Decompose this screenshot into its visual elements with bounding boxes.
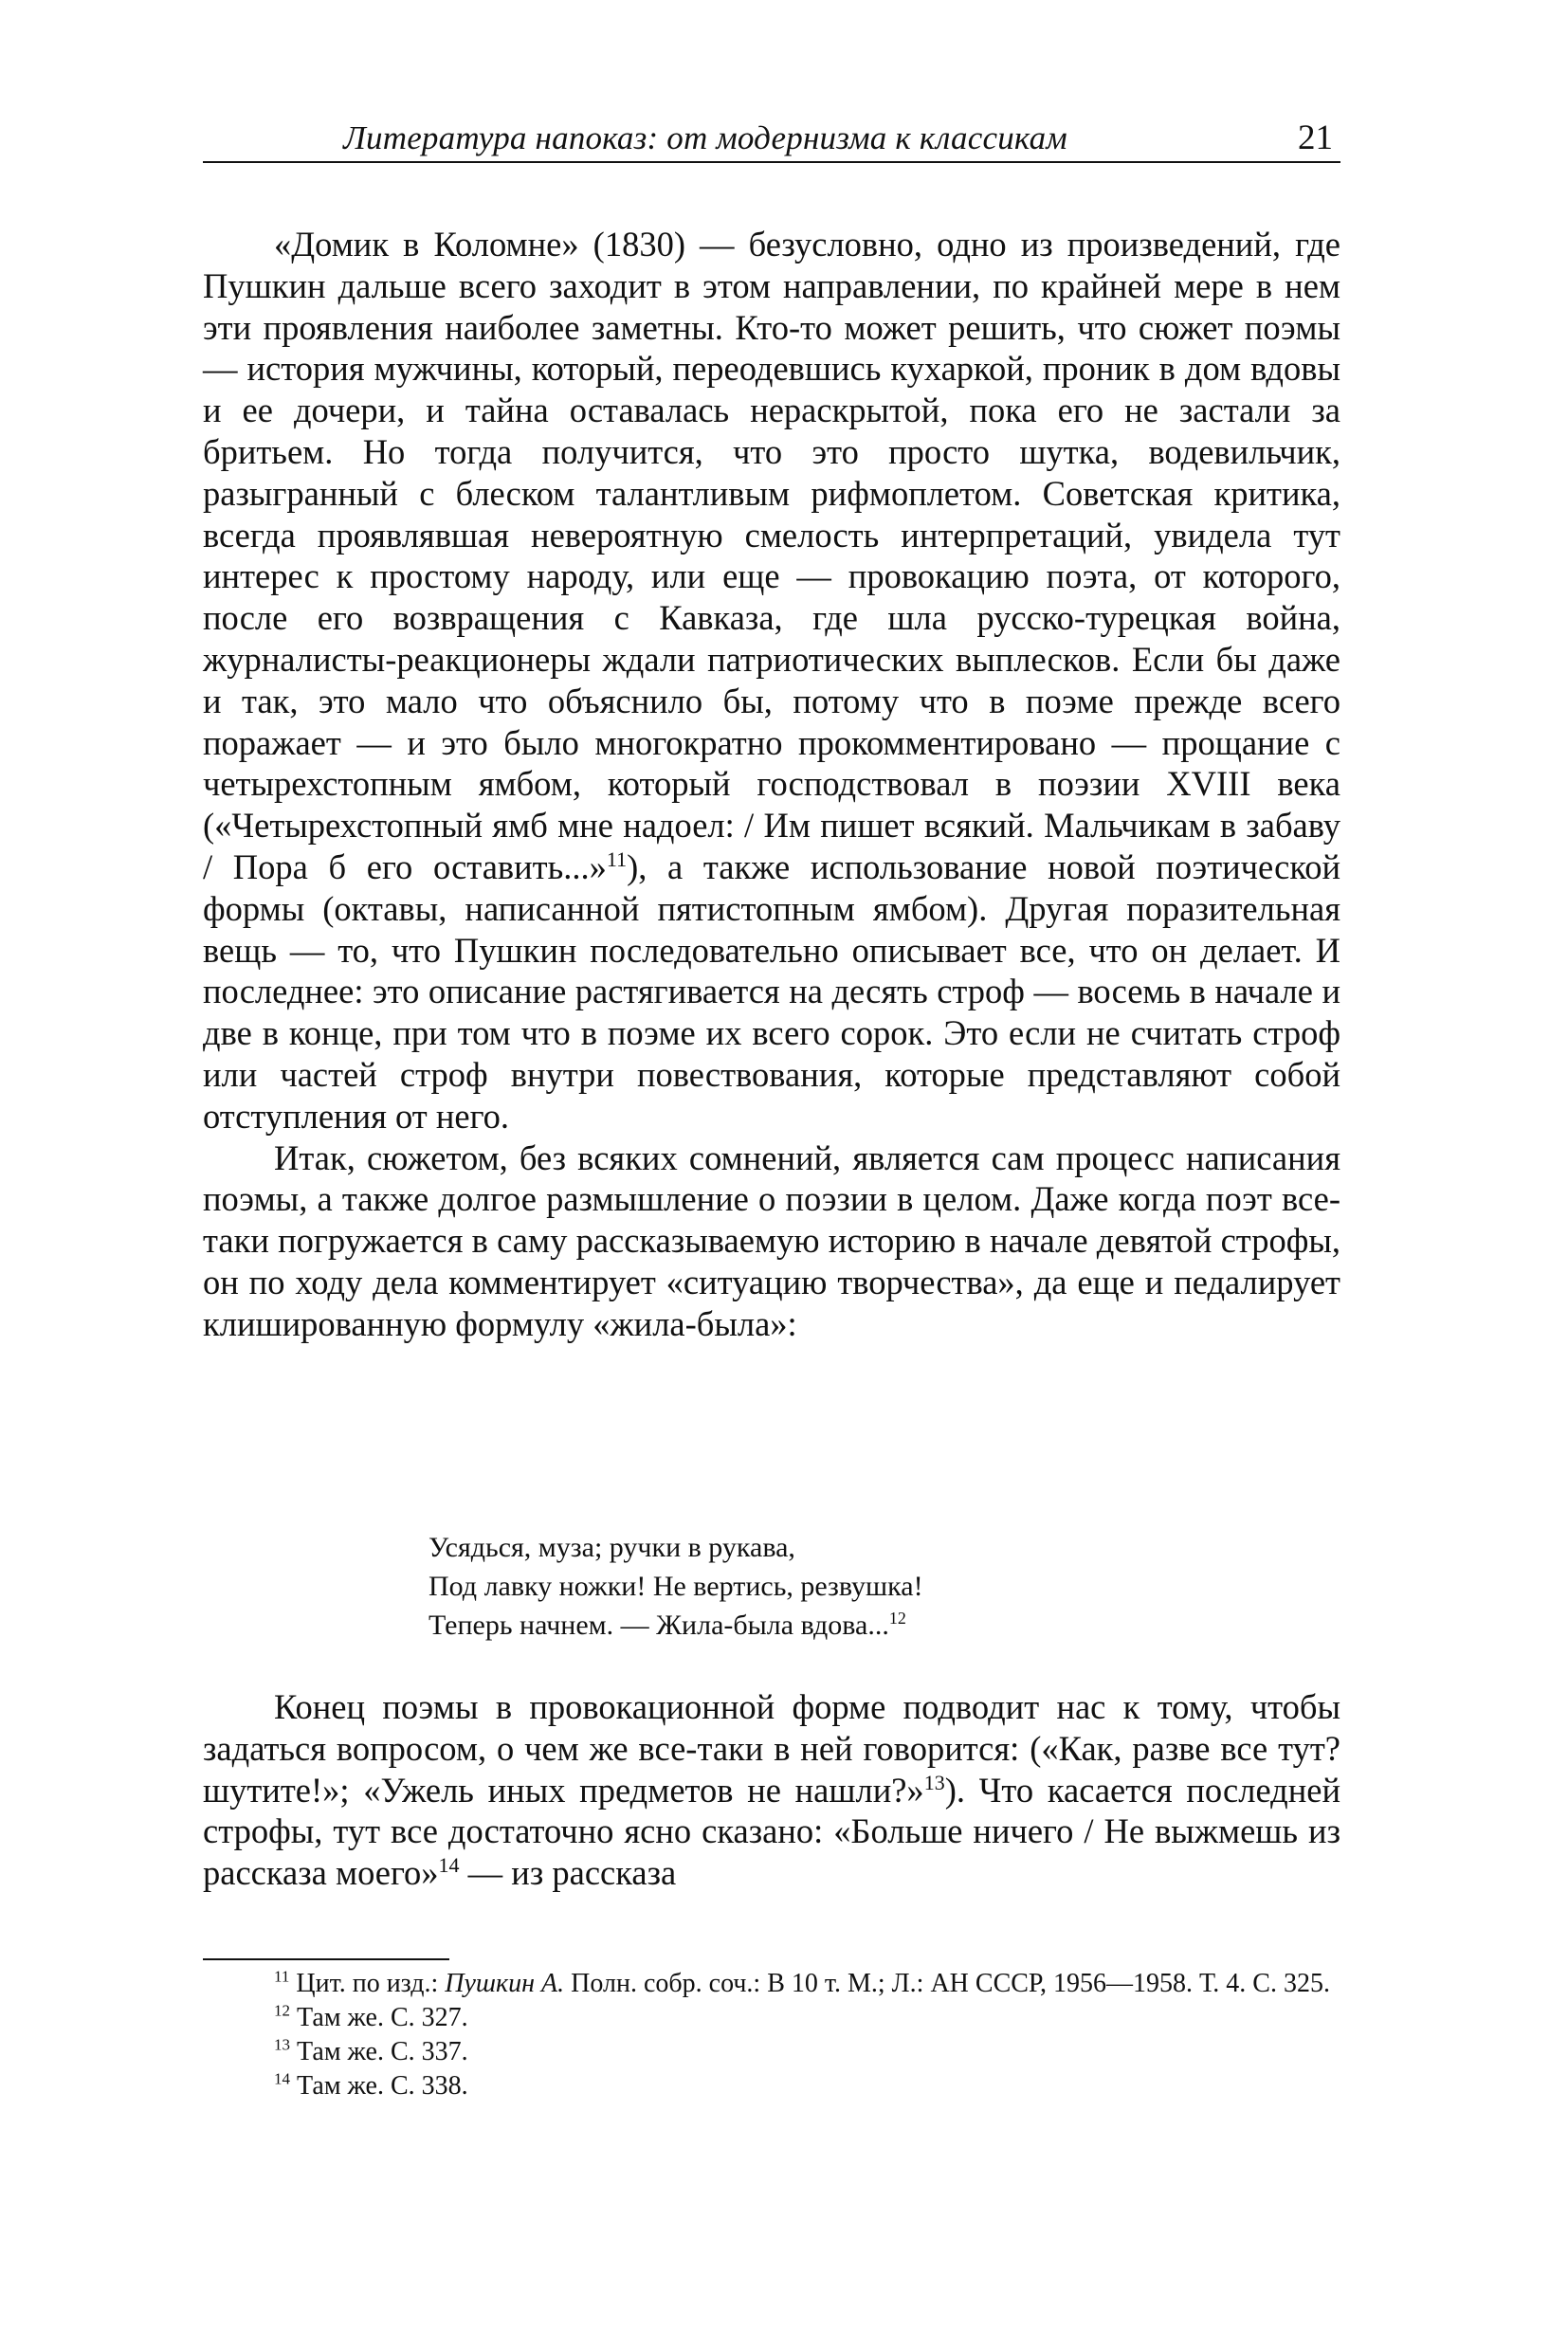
- paragraph-1-text: «Домик в Коломне» (1830) — безусловно, одно из произведений, где Пушкин дальше всего заходит в этом направлении, по крайней мере в нем эти проявления наиболее заметны. Кто-то может решить, что сюжет поэмы — история мужчины, который, переодевшись кухаркой, проник в дом вдовы и ее дочери, и тайна оставалась нераскрытой, пока его не застали за бритьем. Но тогда получится, что это просто шутка, водевильчик, разыгранный с блеском талантливым рифмоплетом. Советская критика, всегда проявлявшая невероятную смелость интерпретаций, увидела тут интерес к простому народу, или еще — провокацию поэта, от которого, после его возвращения с Кавказа, где шла русско-турецкая война, журналисты-реакционеры ждали патриотических выплесков. Если бы даже и так, это мало что объяснило бы, потому что в поэме прежде всего поражает — и это было многократно прокомментировано — прощание с четырехстопным ямбом, который господствовал в поэзии XVIII века («Четырехстопный ямб мне надоел: / Им пишет всякий. Мальчикам в забаву / Пора б его оставить...»: [203, 225, 1340, 886]
- footnote-11-post: Полн. собр. соч.: В 10 т. М.; Л.: АН СССР, 1956—1958. Т. 4. С. 325.: [564, 1969, 1330, 1998]
- footnote-11-author: Пушкин А.: [445, 1969, 565, 1998]
- paragraph-3-text: Конец поэмы в провокационной форме подводит нас к тому, чтобы задаться вопросом, о чем же все-таки в ней говорится: («Как, разве все тут? шутите!»; «Ужель иных предметов не нашли?»: [203, 1687, 1340, 1810]
- paragraph-3-text-mid: ). Что касается последней строфы, тут все достаточно ясно сказано: «Больше ничего / Не выжмешь из рассказа моего»: [203, 1770, 1341, 1893]
- footnotes: [203, 1967, 1340, 2103]
- footnote-11-number: 11: [274, 1967, 290, 1986]
- page-number: 21: [1298, 118, 1333, 157]
- footnote-14-number: 14: [274, 2069, 290, 2088]
- verse-line-3-text: Теперь начнем. — Жила-была вдова...: [428, 1610, 889, 1641]
- verse-line-1: Усядься, муза; ручки в рукава,: [428, 1532, 795, 1563]
- footnote-14-text: Там же. С. 338.: [297, 2071, 468, 2101]
- footnote-13: [203, 2035, 1340, 2069]
- paragraph-1: [203, 224, 1340, 1137]
- main-text: [203, 224, 1340, 1345]
- footnote-14: [203, 2069, 1340, 2103]
- paragraph-3: [203, 1686, 1340, 1894]
- footnote-12: [203, 2001, 1340, 2035]
- footnote-12-text: Там же. С. 327.: [297, 2003, 468, 2032]
- footnote-13-number: 13: [274, 2035, 290, 2054]
- footnote-rule: [203, 1958, 449, 1960]
- verse-line-3: [428, 1606, 1092, 1645]
- paragraph-3-text-after: — из рассказа: [459, 1853, 677, 1893]
- paragraph-1-text-after: ), а также использование новой поэтической формы (октавы, написанной пятистопным ямбом). Другая поразительная вещь — то, что Пушкин последовательно описывает все, что он делает. И последнее: это описание растягивается на десять строф — восемь в начале и две в конце, при том что в поэме их всего сорок. Это если не считать строф или частей строф внутри повествования, которые представляют собой отступления от него.: [203, 846, 1341, 1136]
- footnote-ref-14: 14: [438, 1853, 460, 1878]
- footnote-12-number: 12: [274, 2001, 290, 2020]
- header-rule: [203, 161, 1340, 163]
- verse-line-2: Под лавку ножки! Не вертись, резвушка!: [428, 1571, 923, 1602]
- footnote-ref-12: 12: [888, 1609, 906, 1628]
- footnote-ref-13: 13: [923, 1770, 945, 1794]
- verse-quote: [428, 1528, 1092, 1645]
- footnote-ref-11: 11: [606, 846, 628, 871]
- running-title: Литература напоказ: от модернизма к классикам: [343, 119, 1067, 156]
- paragraph-2: Итак, сюжетом, без всяких сомнений, является сам процесс написания поэмы, а также долгое размышление о поэзии в целом. Даже когда поэт все-таки погружается в саму рассказываемую историю в начале девятой строфы, он по ходу дела комментирует «ситуацию творчества», да еще и педалирует клишированную формулу «жила-была»:: [203, 1137, 1340, 1343]
- footnote-13-text: Там же. С. 337.: [297, 2037, 468, 2066]
- main-text-continued: [203, 1686, 1340, 1894]
- footnote-11-pre: Цит. по изд.:: [296, 1969, 446, 1998]
- footnote-11: [203, 1967, 1340, 2001]
